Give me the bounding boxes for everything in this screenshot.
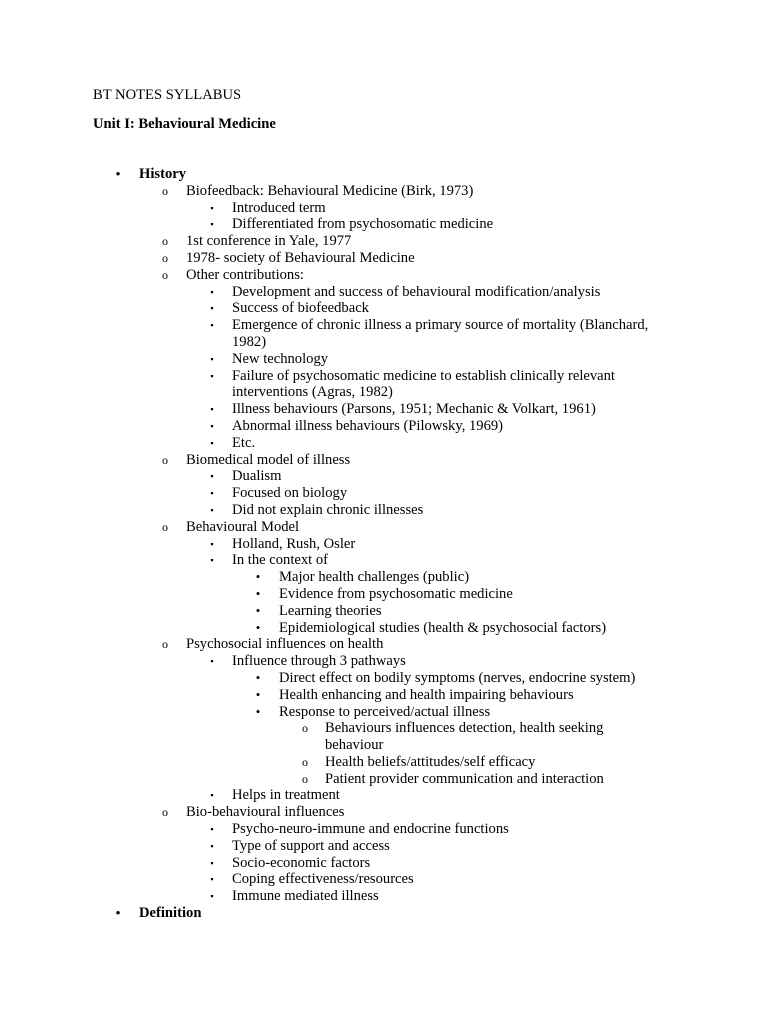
outline-item-level-2 [0,317,768,334]
bullet-marker-icon: ▪ [210,555,214,566]
outline-item-text: 1978- society of Behavioural Medicine [186,249,415,266]
outline-item-level-1 [0,519,768,536]
bullet-marker-icon: • [255,619,261,635]
outline-item-level-2 [0,351,768,368]
outline-item-text: Bio-behavioural influences [186,804,345,821]
outline-item-level-2 [0,284,768,301]
outline-item-text: Major health challenges (public) [279,569,470,586]
outline-item-text: Health enhancing and health impairing behaviours [279,686,574,703]
outline-item-text: Learning theories [279,602,382,619]
outline-item-text: Helps in treatment [232,787,340,804]
outline-item-level-2 [0,368,768,385]
outline-item-text: Biomedical model of illness [186,451,351,468]
outline-item-level-3 [0,586,768,603]
outline-item-level-1 [0,183,768,200]
syllabus-outline [0,166,768,922]
outline-item-text: Introduced term [232,199,326,216]
outline-item-text: New technology [232,350,329,367]
outline-item-level-3 [0,569,768,586]
outline-item-level-2 [0,435,768,452]
bullet-marker-icon: • [255,686,261,702]
bullet-marker-icon: o [162,805,168,820]
outline-item-text: Focused on biology [232,485,348,502]
outline-item-text: In the context of [232,552,329,569]
bullet-marker-icon: ▪ [210,874,214,885]
outline-item-level-2 [0,838,768,855]
outline-item-text: Behaviours influences detection, health seeking [325,720,604,737]
outline-item-level-2 [0,536,768,553]
outline-item-level-0 [0,166,768,183]
bullet-marker-icon: ▪ [210,303,214,314]
outline-item-level-2 [0,552,768,569]
outline-item-level-1 [0,452,768,469]
outline-item-text: Type of support and access [232,837,390,854]
outline-item-text: Socio-economic factors [232,854,371,871]
bullet-marker-icon: o [302,771,308,786]
outline-item-text: Success of biofeedback [232,300,369,317]
bullet-marker-icon: ▪ [210,471,214,482]
bullet-marker-icon: o [162,183,168,198]
outline-item-text: behaviour [325,737,384,754]
bullet-marker-icon: ▪ [210,840,214,851]
outline-item-text: Failure of psychosomatic medicine to establish clinically relevant [232,367,615,384]
document-title: BT NOTES SYLLABUS [93,87,242,103]
outline-item-text: 1982) [232,333,267,350]
bullet-marker-icon: ▪ [210,824,214,835]
outline-item-text: Behavioural Model [186,518,300,535]
bullet-marker-icon: o [162,267,168,282]
outline-item-level-3 [0,670,768,687]
outline-item-level-4 [0,737,768,754]
outline-item-text: Immune mediated illness [232,888,379,905]
outline-item-level-1 [0,636,768,653]
bullet-marker-icon: • [255,585,261,601]
bullet-marker-icon: ▪ [210,538,214,549]
bullet-marker-icon: ▪ [210,219,214,230]
outline-item-text: Differentiated from psychosomatic medicine [232,216,494,233]
outline-item-level-2 [0,384,768,401]
bullet-marker-icon: o [302,754,308,769]
outline-item-level-4 [0,754,768,771]
outline-item-text: Definition [139,905,202,922]
outline-item-text: Dualism [232,468,282,485]
bullet-marker-icon: ▪ [210,504,214,515]
bullet-marker-icon: ▪ [210,891,214,902]
bullet-marker-icon: ▪ [210,202,214,213]
outline-item-text: Direct effect on bodily symptoms (nerves, endocrine system) [279,669,636,686]
outline-item-level-2 [0,502,768,519]
outline-item-level-1 [0,267,768,284]
outline-item-level-2 [0,855,768,872]
outline-item-text: Influence through 3 pathways [232,653,406,670]
bullet-marker-icon: o [302,721,308,736]
outline-item-level-2 [0,300,768,317]
bullet-marker-icon: ▪ [210,437,214,448]
outline-item-text: Response to perceived/actual illness [279,703,491,720]
outline-item-level-2 [0,216,768,233]
bullet-marker-icon: ▪ [210,320,214,331]
outline-item-level-2 [0,334,768,351]
outline-item-level-2 [0,485,768,502]
bullet-marker-icon: o [162,250,168,265]
outline-item-text: Psycho-neuro-immune and endocrine functions [232,821,509,838]
outline-item-text: Evidence from psychosomatic medicine [279,585,513,602]
bullet-marker-icon: • [255,703,261,719]
outline-item-text: Psychosocial influences on health [186,636,384,653]
outline-item-level-1 [0,250,768,267]
outline-item-level-2 [0,468,768,485]
outline-item-text: 1st conference in Yale, 1977 [186,233,352,250]
outline-item-text: Emergence of chronic illness a primary source of mortality (Blanchard, [232,317,649,334]
bullet-marker-icon: • [115,905,121,921]
outline-item-level-2 [0,418,768,435]
outline-item-text: Illness behaviours (Parsons, 1951; Mechanic & Volkart, 1961) [232,401,596,418]
bullet-marker-icon: ▪ [210,790,214,801]
outline-item-text: Coping effectiveness/resources [232,871,414,888]
outline-item-text: Did not explain chronic illnesses [232,501,424,518]
outline-item-level-2 [0,821,768,838]
outline-item-level-2 [0,888,768,905]
bullet-marker-icon: ▪ [210,420,214,431]
outline-item-level-0 [0,905,768,922]
outline-item-level-4 [0,771,768,788]
bullet-marker-icon: ▪ [210,353,214,364]
outline-item-text: Other contributions: [186,266,304,283]
bullet-marker-icon: • [255,569,261,585]
outline-item-level-4 [0,720,768,737]
bullet-marker-icon: ▪ [210,857,214,868]
bullet-marker-icon: • [115,166,121,181]
outline-item-level-3 [0,603,768,620]
bullet-marker-icon: • [255,602,261,618]
outline-item-text: Development and success of behavioural modification/analysis [232,283,601,300]
outline-item-level-2 [0,401,768,418]
outline-item-level-2 [0,200,768,217]
bullet-marker-icon: ▪ [210,404,214,415]
outline-item-text: Biofeedback: Behavioural Medicine (Birk, 1973) [186,182,474,199]
outline-item-level-2 [0,653,768,670]
unit-heading: Unit I: Behavioural Medicine [93,116,276,132]
outline-item-text: Epidemiological studies (health & psychosocial factors) [279,619,607,636]
bullet-marker-icon: ▪ [210,370,214,381]
outline-item-level-2 [0,787,768,804]
outline-item-text: Abnormal illness behaviours (Pilowsky, 1969) [232,417,504,434]
bullet-marker-icon: o [162,452,168,467]
bullet-marker-icon: o [162,234,168,249]
bullet-marker-icon: o [162,637,168,652]
outline-item-text: Patient provider communication and interaction [325,770,604,787]
outline-item-level-3 [0,620,768,637]
outline-item-text: interventions (Agras, 1982) [232,384,393,401]
outline-item-level-3 [0,704,768,721]
bullet-marker-icon: • [255,669,261,685]
outline-item-text: Etc. [232,434,256,451]
bullet-marker-icon: ▪ [210,286,214,297]
outline-item-level-1 [0,804,768,821]
outline-item-text: Holland, Rush, Osler [232,535,356,552]
outline-item-text: History [139,166,187,182]
outline-item-level-3 [0,687,768,704]
outline-item-level-1 [0,233,768,250]
bullet-marker-icon: ▪ [210,656,214,667]
outline-item-level-2 [0,871,768,888]
bullet-marker-icon: ▪ [210,488,214,499]
outline-item-text: Health beliefs/attitudes/self efficacy [325,753,536,770]
bullet-marker-icon: o [162,519,168,534]
